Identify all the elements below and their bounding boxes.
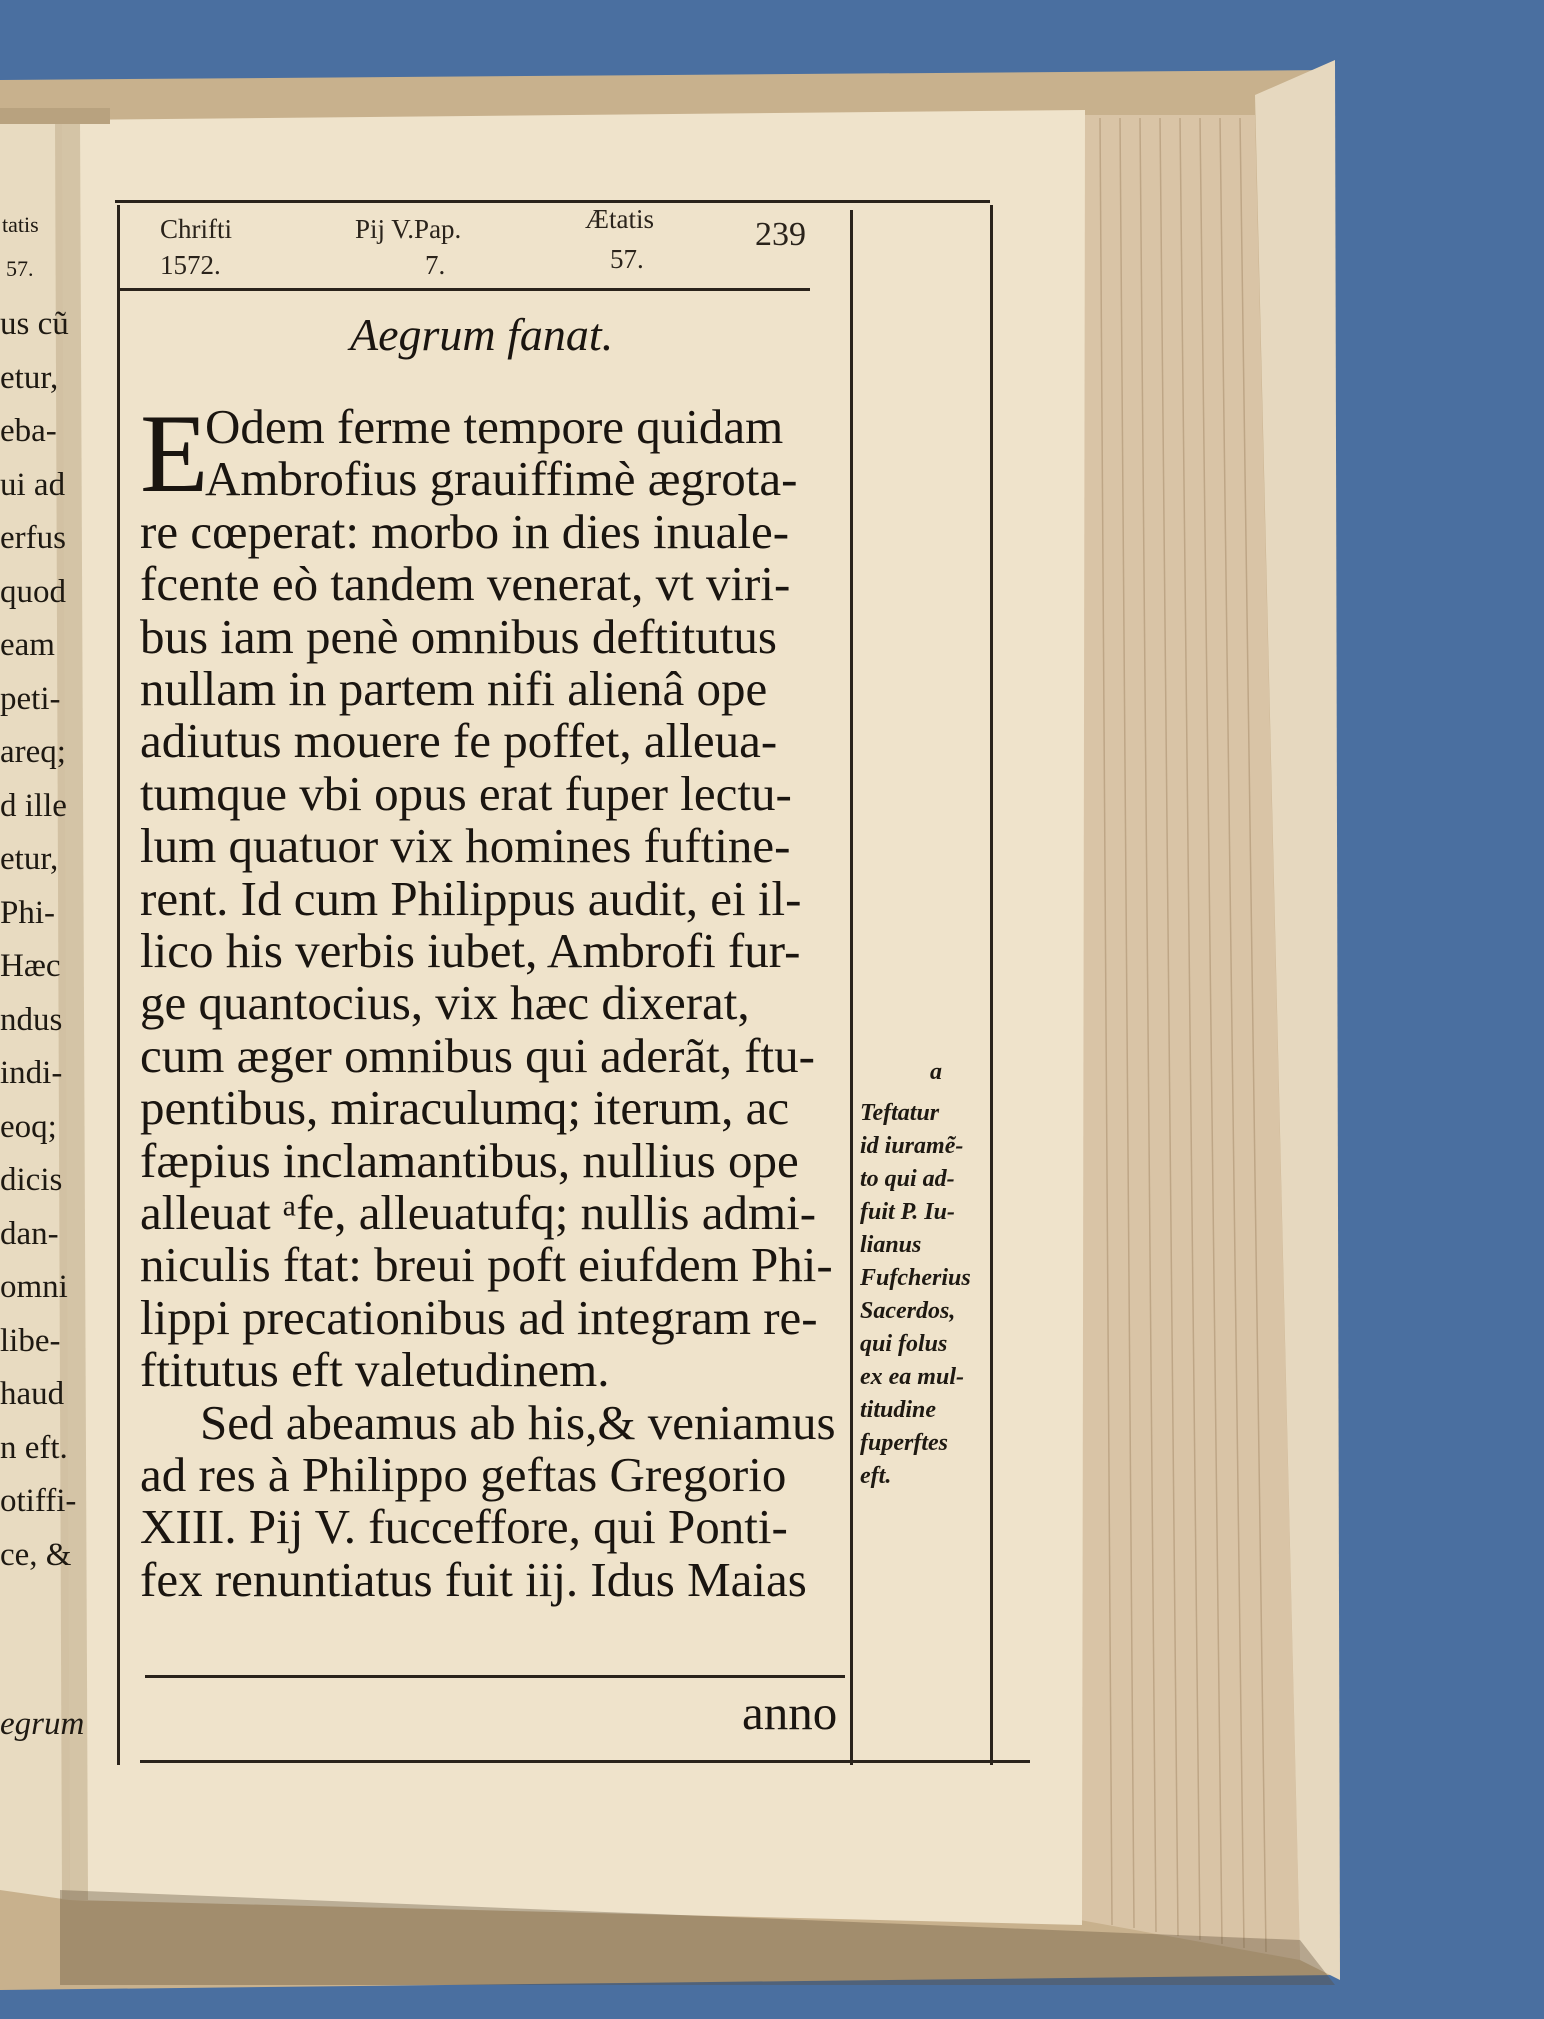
prev-page-fragment: indi- bbox=[0, 1055, 63, 1091]
body-line: ftitutus eft valetudinem. bbox=[140, 1342, 610, 1398]
prev-page-fragment: ui ad bbox=[0, 466, 66, 503]
marginal-note-line: ex ea mul- bbox=[860, 1364, 964, 1390]
body-line: cum æger omnibus qui aderãt, ftu- bbox=[140, 1027, 815, 1083]
header-pope-label: Pij V.Pap. bbox=[355, 214, 462, 244]
prev-page-fragment: peti- bbox=[0, 680, 61, 717]
prev-page-fragment: otiffi- bbox=[0, 1483, 77, 1519]
body-line: adiutus mouere fe poffet, alleua- bbox=[140, 713, 778, 769]
body-line: lico his verbis iubet, Ambrofi fur- bbox=[140, 923, 801, 978]
body-line: lippi precationibus ad integram re- bbox=[140, 1289, 818, 1345]
section-title: Aegrum fanat. bbox=[350, 309, 614, 360]
prev-page-fragment: d ille bbox=[0, 787, 67, 824]
prev-page-fragment: eam bbox=[0, 627, 55, 663]
body-line: lum quatuor vix homines fuftine- bbox=[140, 818, 791, 874]
body-line: rent. Id cum Philippus audit, ei il- bbox=[140, 870, 802, 926]
body-line: re cœperat: morbo in dies inuale- bbox=[140, 503, 790, 559]
body-line: ad res à Philippo geftas Gregorio bbox=[140, 1447, 787, 1502]
marginal-note-line: titudine bbox=[860, 1397, 937, 1423]
body-line: bus iam penè omnibus deftitutus bbox=[140, 608, 777, 664]
marginal-note-line: id iuramẽ- bbox=[860, 1133, 964, 1159]
frame-left-rule bbox=[117, 205, 120, 1765]
prev-page-fragment: ndus bbox=[0, 1001, 63, 1038]
prev-page-fragment: eba- bbox=[0, 413, 57, 449]
body-line: nullam in partem nifi alienâ ope bbox=[140, 661, 768, 716]
frame-top-rule bbox=[115, 200, 990, 203]
prev-page-fragment: libe- bbox=[0, 1322, 61, 1359]
marginal-note-line: Teftatur bbox=[860, 1100, 940, 1126]
prev-page-fragment: ce, & bbox=[0, 1536, 72, 1573]
body-line: Odem ferme tempore quidam bbox=[205, 399, 784, 454]
body-line: fcente eò tandem venerat, vt viri- bbox=[140, 556, 791, 612]
prev-page-fragment: dan- bbox=[0, 1215, 59, 1252]
marginal-note-line: eft. bbox=[860, 1463, 892, 1489]
spine-thread bbox=[0, 108, 110, 124]
prev-header-tatis: tatis bbox=[2, 212, 39, 237]
marginal-note-line: fuit P. Iu- bbox=[860, 1199, 955, 1225]
body-line: Sed abeamus ab his,& veniamus bbox=[200, 1394, 836, 1450]
body-line: fæpius inclamantibus, nullius ope bbox=[140, 1132, 799, 1188]
prev-page-fragment: omni bbox=[0, 1269, 68, 1305]
frame-inner-right-rule bbox=[850, 210, 853, 1765]
marginal-note-line: a bbox=[930, 1059, 942, 1085]
marginal-note-line: Sacerdos, bbox=[860, 1298, 956, 1324]
prev-page-fragment: erfus bbox=[0, 520, 66, 556]
prev-page-fragment: haud bbox=[0, 1376, 65, 1412]
page-number: 239 bbox=[755, 216, 806, 253]
header-aetatis-label: Ætatis bbox=[585, 204, 655, 234]
prev-header-57: 57. bbox=[6, 256, 34, 281]
prev-page-fragment: dicis bbox=[0, 1162, 63, 1198]
header-aetatis-value: 57. bbox=[610, 244, 644, 274]
body-line: ge quantocius, vix hæc dixerat, bbox=[140, 975, 750, 1031]
marginal-note-line: qui folus bbox=[860, 1331, 948, 1357]
prev-page-fragment: quod bbox=[0, 573, 66, 610]
body-line: tumque vbi opus erat fuper lectu- bbox=[140, 765, 792, 821]
prev-page-fragment: us cũ bbox=[0, 306, 69, 342]
header-christi-label: Chrifti bbox=[160, 214, 232, 244]
body-line: XIII. Pij V. fucceffore, qui Ponti- bbox=[140, 1499, 788, 1555]
body-line: Ambrofius grauiffimè ægrota- bbox=[205, 451, 798, 507]
marginal-note-line: Fufcherius bbox=[860, 1265, 971, 1291]
frame-outer-right-rule bbox=[990, 205, 993, 1765]
header-pope-year: 7. bbox=[425, 250, 446, 280]
prev-page-fragment: areq; bbox=[0, 734, 66, 770]
prev-page-fragment: etur, bbox=[0, 841, 59, 877]
header-christi-year: 1572. bbox=[160, 250, 221, 280]
drop-cap: E bbox=[140, 392, 209, 516]
prev-page-fragment: Hæc bbox=[0, 948, 61, 984]
marginal-note-line: lianus bbox=[860, 1232, 922, 1258]
prev-page-fragment: Phi- bbox=[0, 894, 56, 931]
body-line: pentibus, miraculumq; iterum, ac bbox=[140, 1080, 790, 1136]
body-line: niculis ftat: breui poft eiufdem Phi- bbox=[140, 1237, 833, 1293]
prev-page-fragment: n eft. bbox=[0, 1429, 68, 1466]
marginal-note-line: fuperftes bbox=[860, 1430, 948, 1456]
body-line: fex renuntiatus fuit iij. Idus Maias bbox=[140, 1551, 807, 1607]
prev-page-fragment: etur, bbox=[0, 359, 59, 396]
header-bottom-rule bbox=[120, 288, 810, 291]
prev-catchword: egrum bbox=[0, 1706, 85, 1742]
prev-page-fragment: eoq; bbox=[0, 1108, 57, 1145]
body-line: alleuat ᵃfe, alleuatufq; nullis admi- bbox=[140, 1185, 817, 1240]
frame-bottom-rule bbox=[145, 1675, 845, 1678]
frame-base-rule bbox=[140, 1760, 1030, 1763]
marginal-note-line: to qui ad- bbox=[860, 1166, 955, 1192]
catchword: anno bbox=[742, 1685, 838, 1740]
